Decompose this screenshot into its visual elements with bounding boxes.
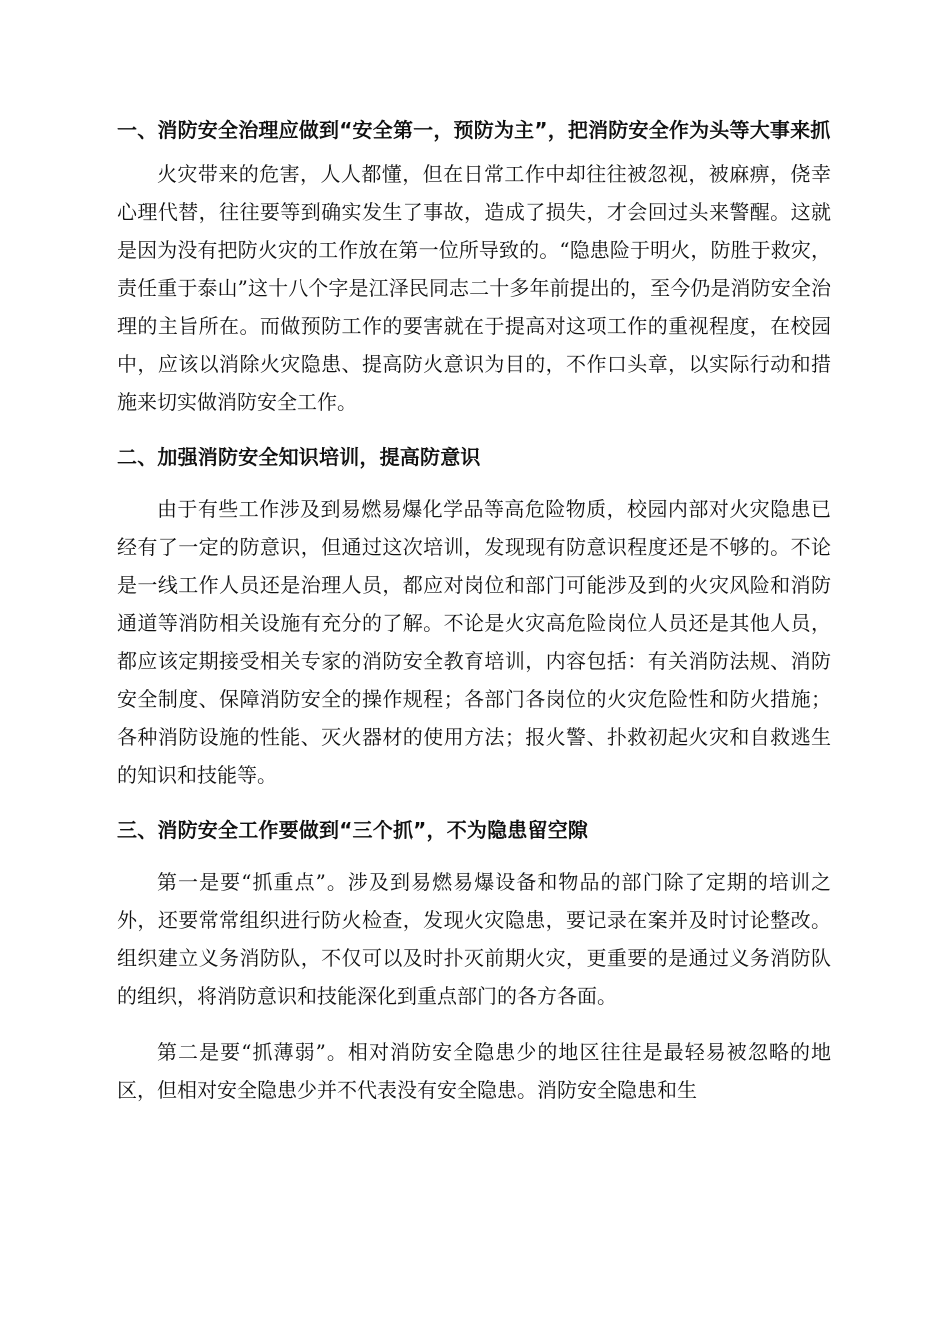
section-1-heading: 一、消防安全治理应做到“安全第一，预防为主”，把消防安全作为头等大事来抓 <box>117 118 831 142</box>
section-1-paragraph: 火灾带来的危害，人人都懂，但在日常工作中却往往被忽视，被麻痹，侥幸心理代替，往往要等到确实发生了事故，造成了损失，才会回过头来警醒。这就是因为没有把防火灾的工作放在第一位所导致的。“隐患险于明火，防胜于救灾，责任重于泰山”这十八个字是江泽民同志二十多年前提出的，至今仍是消防安全治理的主旨所在。而做预防工作的要害就在于提高对这项工作的重视程度，在校园中，应该以消除火灾隐患、提高防火意识为目的，不作口头章，以实际行动和措施来切实做消防安全工作。 <box>117 162 831 414</box>
section-2-heading: 二、加强消防安全知识培训，提高防意识 <box>117 445 481 469</box>
section-3-paragraph-2: 第二是要“抓薄弱”。相对消防安全隐患少的地区往往是最轻易被忽略的地区，但相对安全隐患少并不代表没有安全隐患。消防安全隐患和生 <box>117 1040 831 1102</box>
section-3-paragraph-1: 第一是要“抓重点”。涉及到易燃易爆设备和物品的部门除了定期的培训之外，还要常常组织进行防火检查，发现火灾隐患，要记录在案并及时讨论整改。组织建立义务消防队，不仅可以及时扑灭前期火灾，更重要的是通过义务消防队的组织，将消防意识和技能深化到重点部门的各方各面。 <box>117 870 831 1008</box>
document-page <box>117 112 831 1109</box>
section-2-paragraph: 由于有些工作涉及到易燃易爆化学品等高危险物质，校园内部对火灾隐患已经有了一定的防意识，但通过这次培训，发现现有防意识程度还是不够的。不论是一线工作人员还是治理人员，都应对岗位和部门可能涉及到的火灾风险和消防通道等消防相关设施有充分的了解。不论是火灾高危险岗位人员还是其他人员，都应该定期接受相关专家的消防安全教育培训，内容包括：有关消防法规、消防安全制度、保障消防安全的操作规程；各部门各岗位的火灾危险性和防火措施；各种消防设施的性能、灭火器材的使用方法；报火警、扑救初起火灾和自救逃生的知识和技能等。 <box>117 497 831 787</box>
section-3-heading: 三、消防安全工作要做到“三个抓”，不为隐患留空隙 <box>117 818 589 842</box>
